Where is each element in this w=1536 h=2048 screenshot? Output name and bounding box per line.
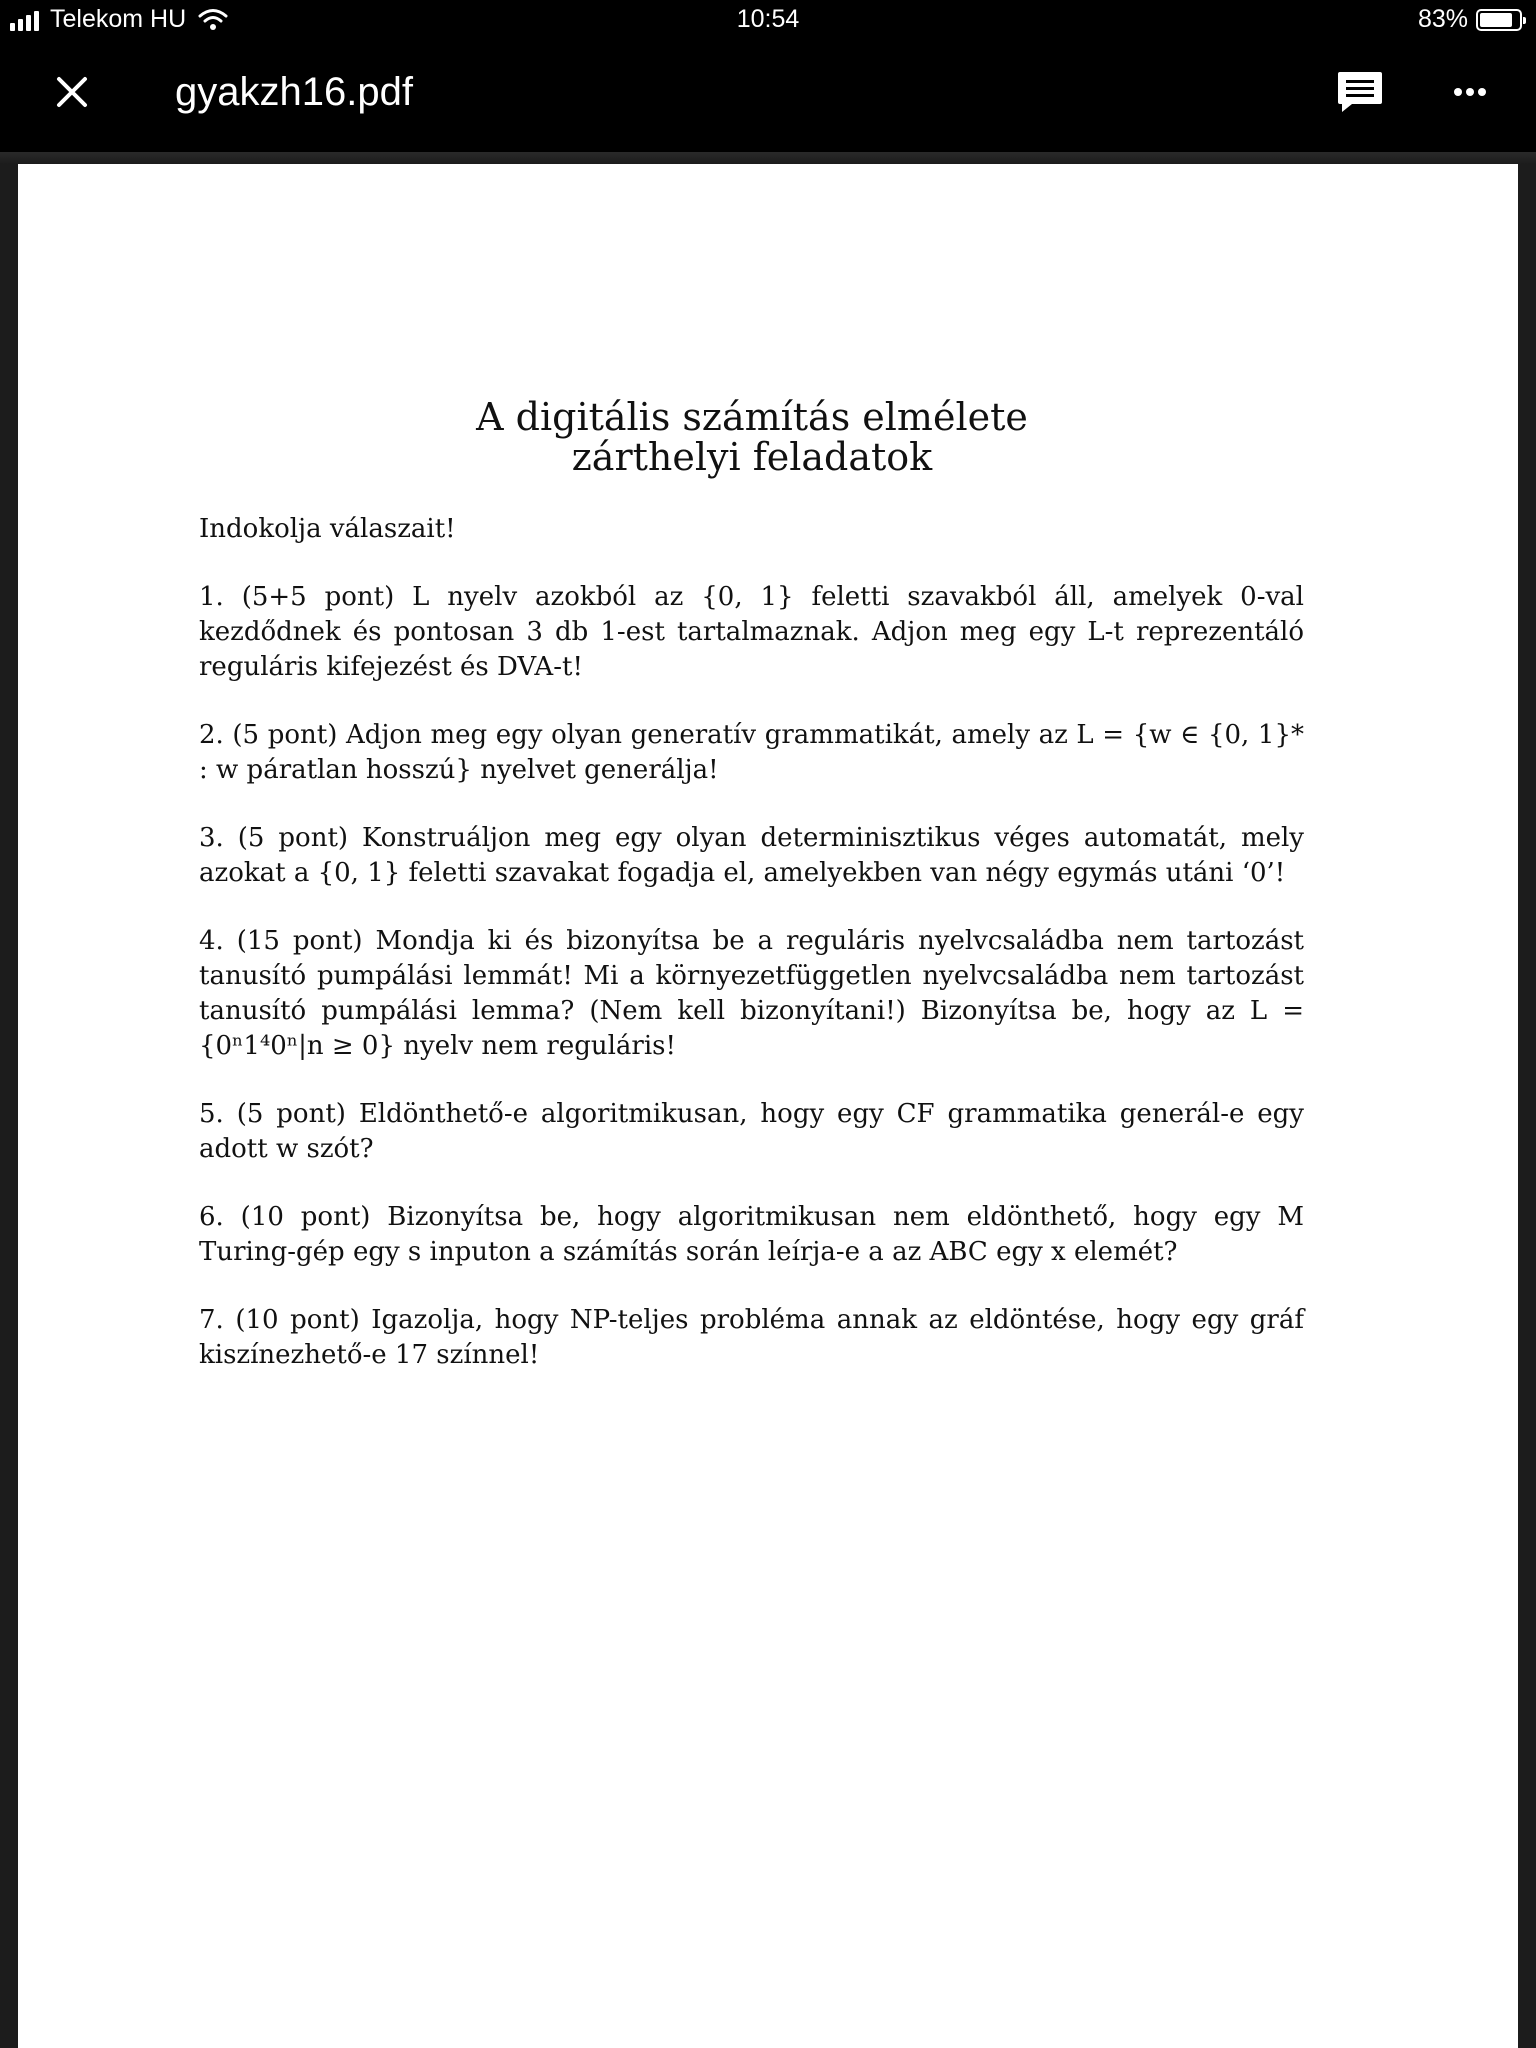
battery-icon — [1476, 9, 1522, 31]
problem-3: 3. (5 pont) Konstruáljon meg egy olyan determinisztikus véges automatát, mely azokat a {0, 1} feletti szavakat fogadja el, amelyekben van négy egymás utáni ‘0’! — [199, 823, 1304, 888]
problem-5: 5. (5 pont) Eldönthető-e algoritmikusan, hogy egy CF grammatika generál-e egy adott w szót? — [199, 1099, 1304, 1164]
problem-6: 6. (10 pont) Bizonyítsa be, hogy algoritmikusan nem eldönthető, hogy egy M Turing-gép egy s inputon a számítás során leírja-e a az ABC egy x elemét? — [199, 1202, 1304, 1267]
document-title: gyakzh16.pdf — [175, 70, 413, 114]
problem-1: 1. (5+5 pont) L nyelv azokból az {0, 1} feletti szavakból áll, amelyek 0-val kezdődnek és pontosan 3 db 1-est tartalmaznak. Adjon meg egy L-t reprezentáló reguláris kifejezést és DVA-t! — [199, 582, 1304, 682]
clock: 10:54 — [736, 5, 800, 33]
app-bar — [0, 42, 1536, 152]
carrier-name: Telekom HU — [50, 5, 187, 33]
status-bar — [0, 0, 1536, 42]
instructions: Indokolja válaszait! — [199, 514, 456, 544]
pdf-page[interactable] — [18, 164, 1518, 2048]
paper-title — [18, 397, 1486, 477]
status-right — [1418, 5, 1522, 34]
comment-icon — [1330, 64, 1390, 120]
comment-button[interactable] — [1330, 64, 1390, 120]
problem-7: 7. (10 pont) Igazolja, hogy NP-teljes probléma annak az eldöntése, hogy egy gráf kiszínezhető-e 17 színnel! — [199, 1305, 1304, 1370]
more-options-button[interactable] — [1440, 64, 1500, 120]
problem-4: 4. (15 pont) Mondja ki és bizonyítsa be a reguláris nyelvcsaládba nem tartozást tanusító pumpálási lemmát! Mi a környezetfüggetlen nyelvcsaládba nem tartozást tanusító pumpálási lemma? (Nem kell bizonyítani!) Bizonyítsa be, hogy az L = {0ⁿ1⁴0ⁿ|n ≥ 0} nyelv nem reguláris! — [199, 926, 1304, 1061]
toolbar-shadow — [0, 152, 1536, 164]
paper-title-line2: zárthelyi feladatok — [571, 435, 933, 479]
problem-2: 2. (5 pont) Adjon meg egy olyan generatív grammatikát, amely az L = {w ∈ {0, 1}* : w páratlan hosszú} nyelvet generálja! — [199, 720, 1304, 785]
more-icon — [1440, 64, 1500, 120]
close-button[interactable] — [44, 64, 100, 120]
paper-title-line1: A digitális számítás elmélete — [476, 395, 1028, 439]
battery-percent: 83% — [1417, 5, 1468, 33]
close-icon — [44, 64, 100, 120]
problem-list — [199, 512, 1304, 1406]
